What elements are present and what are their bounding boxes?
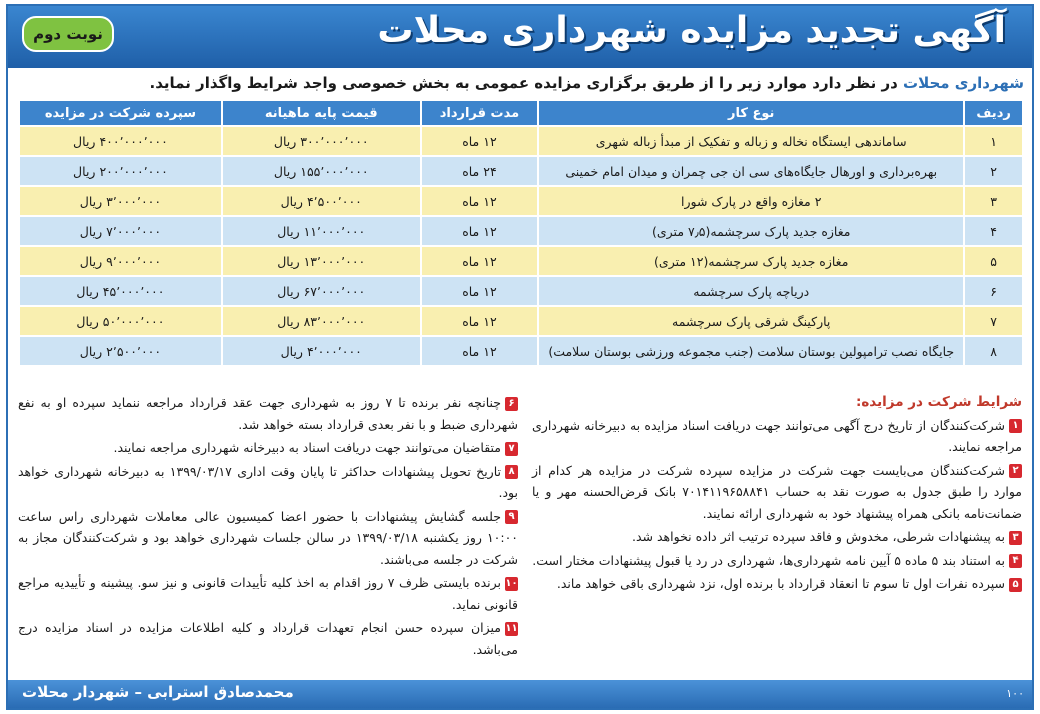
base-price: ۴٬۰۰۰٬۰۰۰ ریال bbox=[222, 336, 421, 366]
condition-text: شرکت‌کنندگان از تاریخ درج آگهی می‌توانند جهت دریافت اسناد مزایده به دبیرخانه شهرداری مراجعه نمایند. bbox=[532, 417, 1022, 454]
condition-text: برنده بایستی ظرف ۷ روز اقدام به اخذ کلیه تأییدات قانونی و نیز سو. پیشینه و تأییدیه مراجع قانونی نماید. bbox=[18, 575, 518, 612]
condition-number: ۴ bbox=[1009, 554, 1022, 568]
duration: ۱۲ ماه bbox=[421, 126, 539, 156]
header-deposit: سپرده شرکت در مزایده bbox=[19, 100, 222, 126]
condition-number: ۱ bbox=[1009, 419, 1022, 433]
deposit: ۷٬۰۰۰٬۰۰۰ ریال bbox=[19, 216, 222, 246]
condition-item bbox=[18, 392, 518, 435]
duration: ۱۲ ماه bbox=[421, 336, 539, 366]
deposit: ۲٬۵۰۰٬۰۰۰ ریال bbox=[19, 336, 222, 366]
work-type: مغازه جدید پارک سرچشمه(۱۲ متری) bbox=[538, 246, 964, 276]
condition-number: ۹ bbox=[505, 510, 518, 524]
duration: ۱۲ ماه bbox=[421, 276, 539, 306]
base-price: ۱۳٬۰۰۰٬۰۰۰ ریال bbox=[222, 246, 421, 276]
second-round-badge: نوبت دوم bbox=[22, 16, 114, 52]
table-row bbox=[19, 126, 1023, 156]
base-price: ۳۰۰٬۰۰۰٬۰۰۰ ریال bbox=[222, 126, 421, 156]
footer-banner bbox=[8, 680, 1032, 708]
table-row bbox=[19, 156, 1023, 186]
row-number: ۱ bbox=[964, 126, 1023, 156]
condition-number: ۷ bbox=[505, 442, 518, 456]
condition-item bbox=[18, 437, 518, 459]
work-type: پارکینگ شرقی پارک سرچشمه bbox=[538, 306, 964, 336]
duration: ۱۲ ماه bbox=[421, 306, 539, 336]
condition-number: ۵ bbox=[1009, 578, 1022, 592]
intro-text: در نظر دارد موارد زیر را از طریق برگزاری مزایده عمومی به بخش خصوصی واجد شرایط واگذار نماید. bbox=[149, 74, 903, 92]
header-banner bbox=[8, 6, 1032, 68]
conditions-column-left bbox=[18, 392, 518, 662]
organization-name: شهرداری محلات bbox=[903, 74, 1024, 92]
row-number: ۳ bbox=[964, 186, 1023, 216]
condition-item bbox=[532, 460, 1022, 525]
deposit: ۴۵٬۰۰۰٬۰۰۰ ریال bbox=[19, 276, 222, 306]
deposit: ۴۰۰٬۰۰۰٬۰۰۰ ریال bbox=[19, 126, 222, 156]
header-base-price: قیمت پایه ماهیانه bbox=[222, 100, 421, 126]
footer-code: ۱۰۰ bbox=[1006, 687, 1024, 700]
base-price: ۱۱٬۰۰۰٬۰۰۰ ریال bbox=[222, 216, 421, 246]
deposit: ۵۰٬۰۰۰٬۰۰۰ ریال bbox=[19, 306, 222, 336]
work-type: مغازه جدید پارک سرچشمه(۷٫۵ متری) bbox=[538, 216, 964, 246]
work-type: جایگاه نصب ترامپولین بوستان سلامت (جنب مجموعه ورزشی بوستان سلامت) bbox=[538, 336, 964, 366]
condition-text: میزان سپرده حسن انجام تعهدات قرارداد و کلیه اطلاعات مزایده در اسناد مزایده درج می‌باشد. bbox=[18, 620, 518, 657]
condition-text: شرکت‌کنندگان می‌بایست جهت شرکت در مزایده سپرده شرکت در مزایده هر کدام از موارد را طبق جدول به صورت نقد به حساب ۷۰۱۴۱۱۹۶۵۸۸۴۱ بانک قرض‌الحسنه مهر و یا ضمانت‌نامه بانکی همراه پیشنهاد خود به شهرداری ارائه نمایند. bbox=[532, 462, 1022, 521]
conditions-heading: شرایط شرکت در مزایده: bbox=[855, 394, 1022, 410]
advertisement-frame bbox=[6, 4, 1034, 710]
condition-number: ۲ bbox=[1009, 464, 1022, 478]
table-row bbox=[19, 336, 1023, 366]
duration: ۲۴ ماه bbox=[421, 156, 539, 186]
deposit: ۳٬۰۰۰٬۰۰۰ ریال bbox=[19, 186, 222, 216]
condition-item bbox=[18, 572, 518, 615]
base-price: ۶۷٬۰۰۰٬۰۰۰ ریال bbox=[222, 276, 421, 306]
condition-number: ۱۱ bbox=[505, 622, 518, 634]
condition-item bbox=[532, 573, 1022, 595]
condition-text: به استناد بند ۵ ماده ۵ آیین نامه شهرداری‌ها، شهرداری در رد یا قبول پیشنهادات مختار است. bbox=[532, 552, 1005, 568]
condition-text: چنانچه نفر برنده تا ۷ روز به شهرداری جهت عقد قرارداد مراجعه ننماید سپرده او به نفع شهرداری ضبط و با نفر بعدی قرارداد بسته خواهد شد. bbox=[18, 395, 518, 432]
conditions-column-right bbox=[532, 392, 1022, 597]
duration: ۱۲ ماه bbox=[421, 186, 539, 216]
row-number: ۷ bbox=[964, 306, 1023, 336]
auction-items-table bbox=[18, 99, 1024, 367]
condition-number: ۶ bbox=[505, 397, 518, 411]
condition-number: ۳ bbox=[1009, 531, 1022, 545]
table-row bbox=[19, 306, 1023, 336]
base-price: ۸۳٬۰۰۰٬۰۰۰ ریال bbox=[222, 306, 421, 336]
condition-item bbox=[532, 550, 1022, 572]
table-row bbox=[19, 246, 1023, 276]
mayor-signature: محمدصادق استرابی – شهردار محلات bbox=[22, 683, 294, 701]
page-title: آگهی تجدید مزایده شهرداری محلات bbox=[377, 10, 1006, 51]
table-header-row bbox=[19, 100, 1023, 126]
condition-text: تاریخ تحویل پیشنهادات حداکثر تا پایان وقت اداری ۱۳۹۹/۰۳/۱۷ به دبیرخانه شهرداری خواهد بود. bbox=[18, 463, 518, 500]
condition-number: ۸ bbox=[505, 465, 518, 479]
header-work-type: نوع کار bbox=[538, 100, 964, 126]
intro-paragraph bbox=[14, 72, 1024, 94]
condition-text: به پیشنهادات شرطی، مخدوش و فاقد سپرده ترتیب اثر داده نخواهد شد. bbox=[632, 529, 1005, 544]
condition-text: سپرده نفرات اول تا سوم تا انعقاد قرارداد با برنده اول، نزد شهرداری باقی خواهد ماند. bbox=[556, 576, 1005, 591]
condition-item bbox=[18, 617, 518, 660]
work-type: ساماندهی ایستگاه نخاله و زباله و تفکیک از مبدأ زباله شهری bbox=[538, 126, 964, 156]
table-row bbox=[19, 186, 1023, 216]
condition-item bbox=[18, 506, 518, 571]
work-type: بهره‌برداری و اورهال جایگاه‌های سی ان جی چمران و میدان امام خمینی bbox=[538, 156, 964, 186]
row-number: ۴ bbox=[964, 216, 1023, 246]
condition-item bbox=[532, 526, 1022, 548]
work-type: ۲ مغازه واقع در پارک شورا bbox=[538, 186, 964, 216]
duration: ۱۲ ماه bbox=[421, 216, 539, 246]
row-number: ۲ bbox=[964, 156, 1023, 186]
condition-item bbox=[532, 415, 1022, 458]
table-row bbox=[19, 276, 1023, 306]
header-row-number: ردیف bbox=[964, 100, 1023, 126]
condition-number: ۱۰ bbox=[505, 577, 518, 589]
duration: ۱۲ ماه bbox=[421, 246, 539, 276]
header-duration: مدت قرارداد bbox=[421, 100, 539, 126]
deposit: ۲۰۰٬۰۰۰٬۰۰۰ ریال bbox=[19, 156, 222, 186]
base-price: ۱۵۵٬۰۰۰٬۰۰۰ ریال bbox=[222, 156, 421, 186]
condition-text: متقاضیان می‌توانند جهت دریافت اسناد به دبیرخانه شهرداری مراجعه نمایند. bbox=[113, 440, 501, 455]
row-number: ۶ bbox=[964, 276, 1023, 306]
row-number: ۸ bbox=[964, 336, 1023, 366]
row-number: ۵ bbox=[964, 246, 1023, 276]
table-row bbox=[19, 216, 1023, 246]
base-price: ۴٬۵۰۰٬۰۰۰ ریال bbox=[222, 186, 421, 216]
condition-item bbox=[18, 461, 518, 504]
condition-text: جلسه گشایش پیشنهادات با حضور اعضا کمیسیون عالی معاملات شهرداری راس ساعت ۱۰:۰۰ روز یکشنبه ۱۳۹۹/۰۳/۱۸ در سالن جلسات شهرداری خواهد بود و شرکت‌کنندگان مجاز به شرکت در جلسه می‌باشند. bbox=[18, 508, 519, 567]
work-type: دریاچه پارک سرچشمه bbox=[538, 276, 964, 306]
deposit: ۹٬۰۰۰٬۰۰۰ ریال bbox=[19, 246, 222, 276]
